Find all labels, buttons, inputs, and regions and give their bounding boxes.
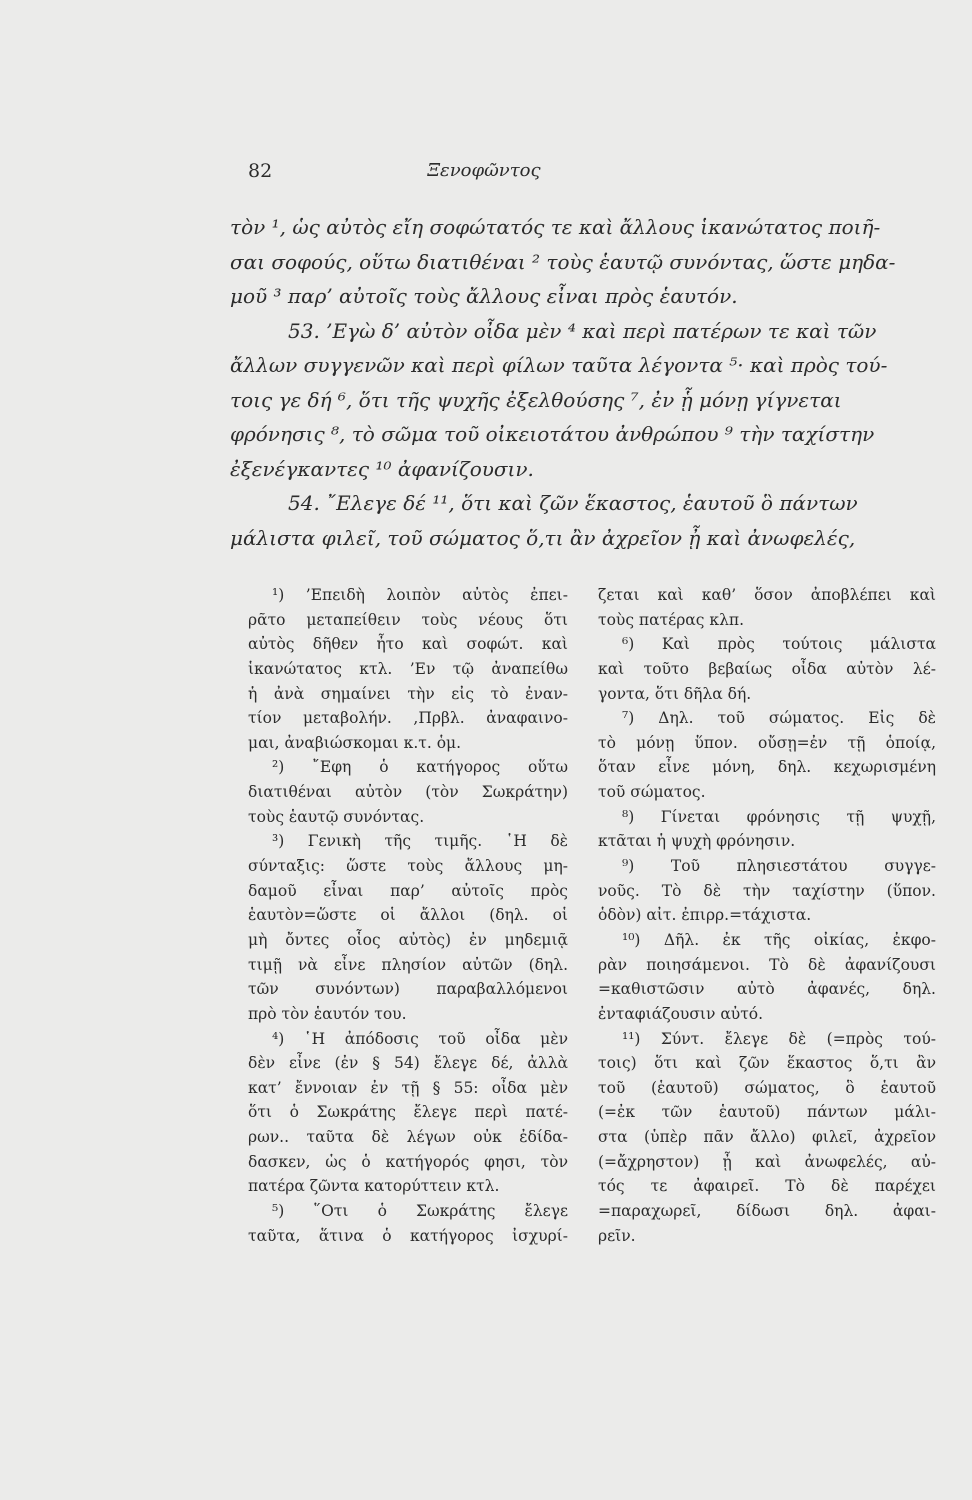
footnote-line: ἡ ἀνὰ σημαίνει τὴν εἰς τὸ ἐναν-	[248, 684, 568, 703]
footnote-line: ¹⁰) Δῆλ. ἐκ τῆς οἰκίας, ἐκφο-	[622, 930, 936, 949]
footnote-line: δὲν εἶνε (ἐν § 54) ἔλεγε δέ, ἀλλὰ	[248, 1054, 568, 1073]
footnotes-right-column	[598, 583, 936, 1248]
footnote-line: μὴ ὄντες οἷος αὐτὸς) ἐν μηδεμιᾷ	[248, 930, 568, 949]
footnote-line: νοῦς. Τὸ δὲ τὴν ταχίστην (ὕπον.	[598, 881, 936, 900]
footnote-line: ρᾶτο μεταπείθειν τοὺς νέους ὅτι	[248, 610, 568, 629]
footnote-line: ὅταν εἶνε μόνη, δηλ. κεχωρισμένη	[598, 758, 936, 777]
footnote-line: ἑαυτὸν=ὥστε οἱ ἄλλοι (δηλ. οἱ	[248, 906, 568, 925]
footnote-line: τὸ μόνῃ ὕπον. οὔσῃ=ἐν τῇ ὁποίᾳ,	[598, 733, 936, 752]
footnote-line: τοῦ σώματος.	[598, 783, 706, 802]
text-line: 54. ῎Ελεγε δέ ¹¹, ὅτι καὶ ζῶν ἕκαστος, ἑαυτοῦ ὃ πάντων	[288, 491, 858, 515]
footnote-line: ⁷) Δηλ. τοῦ σώματος. Εἰς δὲ	[622, 709, 936, 728]
running-title: Ξενοφῶντος	[427, 160, 541, 181]
text-line: ἄλλων συγγενῶν καὶ περὶ φίλων ταῦτα λέγοντα ⁵· καὶ πρὸς τού-	[230, 353, 888, 377]
footnote-line: ⁶) Καὶ πρὸς τούτοις μάλιστα	[622, 635, 936, 654]
footnote-line: μαι, ἀναβιώσκομαι κ.τ. ὁμ.	[248, 733, 462, 752]
text-line: ἐξενέγκαντες ¹⁰ ἀφανίζουσιν.	[230, 456, 534, 481]
footnote-line: τός τε ἀφαιρεῖ. Τὸ δὲ παρέχει	[598, 1177, 936, 1196]
page-header	[248, 160, 720, 184]
footnote-line: ρεῖν.	[598, 1226, 636, 1245]
footnote-line: δαμοῦ εἶναι παρ’ αὐτοῖς πρὸς	[248, 881, 568, 900]
footnote-line: ⁴) ῾Η ἀπόδοσις τοῦ οἶδα μὲν	[272, 1029, 568, 1048]
footnote-line: στα (ὑπὲρ πᾶν ἄλλο) φιλεῖ, ἀχρεῖον	[598, 1128, 936, 1147]
text-line: μάλιστα φιλεῖ, τοῦ σώματος ὅ,τι ἂν ἀχρεῖον ᾖ καὶ ἀνωφελές,	[230, 525, 856, 550]
footnote-line: ζεται καὶ καθ’ ὅσον ἀποβλέπει καὶ	[598, 586, 936, 604]
footnote-line: ¹) ’Επειδὴ λοιπὸν αὐτὸς ἐπει-	[272, 586, 568, 604]
footnote-line: κτᾶται ἡ ψυχὴ φρόνησιν.	[598, 832, 796, 851]
footnote-line: ἐνταφιάζουσιν αὐτό.	[598, 1004, 764, 1023]
footnote-line: καὶ τοῦτο βεβαίως οἶδα αὐτὸν λέ-	[598, 659, 936, 678]
footnote-line: αὐτὸς δῆθεν ἦτο καὶ σοφώτ. καὶ	[248, 635, 568, 654]
footnote-line: τοὺς πατέρας κλπ.	[598, 610, 745, 629]
footnote-line: ²) ῎Εφη ὁ κατήγορος οὕτω	[272, 758, 568, 777]
page-number: 82	[248, 160, 273, 182]
footnote-line: τοις) ὅτι καὶ ζῶν ἕκαστος ὅ,τι ἂν	[598, 1054, 936, 1073]
footnote-line: ⁵) ῞Οτι ὁ Σωκράτης ἔλεγε	[272, 1202, 568, 1221]
footnote-line: δασκεν, ὡς ὁ κατήγορός φησι, τὸν	[248, 1152, 568, 1171]
footnote-line: ⁹) Τοῦ πλησιεστάτου συγγε-	[622, 857, 936, 876]
footnote-line: ρων.. ταῦτα δὲ λέγων οὐκ ἐδίδα-	[248, 1128, 568, 1147]
footnote-line: ὅτι ὁ Σωκράτης ἔλεγε περὶ πατέ-	[248, 1103, 568, 1122]
footnote-line: ¹¹) Σύντ. ἔλεγε δὲ (=πρὸς τού-	[622, 1029, 936, 1048]
footnote-line: τοῦ (ἑαυτοῦ) σώματος, ὃ ἑαυτοῦ	[598, 1078, 936, 1097]
footnote-line: διατιθέναι αὐτὸν (τὸν Σωκράτην)	[248, 783, 568, 802]
text-line: σαι σοφούς, οὕτω διατιθέναι ² τοὺς ἑαυτῷ συνόντας, ὥστε μηδα-	[230, 249, 896, 274]
footnote-line: ἱκανώτατος κτλ. ’Εν τῷ ἀναπείθω	[248, 659, 568, 678]
text-line: μοῦ ³ παρ’ αὐτοῖς τοὺς ἄλλους εἶναι πρὸς ἑαυτόν.	[230, 284, 738, 308]
text-line: τοις γε δή ⁶, ὅτι τῆς ψυχῆς ἐξελθούσης ⁷, ἐν ᾗ μόνῃ γίγνεται	[230, 387, 842, 412]
footnote-line: =καθιστῶσιν αὐτὸ ἀφανές, δηλ.	[598, 980, 936, 999]
footnote-line: ταῦτα, ἅτινα ὁ κατήγορος ἰσχυρί-	[248, 1226, 568, 1245]
footnote-line: τιμῇ νὰ εἶνε πλησίον αὐτῶν (δηλ.	[248, 955, 568, 974]
footnote-line: (=ἄχρηστον) ᾖ καὶ ἀνωφελές, αὐ-	[598, 1152, 936, 1171]
footnote-line: ὁδὸν) αἰτ. ἐπιρρ.=τάχιστα.	[598, 906, 812, 925]
text-line: τὸν ¹, ὡς αὐτὸς εἴη σοφώτατός τε καὶ ἄλλους ἱκανώτατος ποιῆ-	[230, 215, 881, 239]
main-text	[230, 210, 896, 555]
text-line: 53. ’Εγὼ δ’ αὐτὸν οἶδα μὲν ⁴ καὶ περὶ πατέρων τε καὶ τῶν	[288, 318, 877, 343]
footnote-line: γοντα, ὅτι δῆλα δή.	[598, 684, 752, 703]
footnote-line: κατ’ ἔννοιαν ἐν τῇ § 55: οἶδα μὲν	[248, 1078, 568, 1097]
footnotes-left-column	[248, 583, 568, 1248]
footnote-line: =παραχωρεῖ, δίδωσι δηλ. ἀφαι-	[598, 1202, 936, 1221]
footnote-line: πρὸ τὸν ἑαυτόν του.	[248, 1004, 407, 1023]
footnote-line: πατέρα ζῶντα κατορύττειν κτλ.	[248, 1177, 500, 1196]
footnote-line: ³) Γενικὴ τῆς τιμῆς. ῾Η δὲ	[272, 832, 568, 851]
footnote-line: ρὰν ποιησάμενοι. Τὸ δὲ ἀφανίζουσι	[598, 955, 936, 974]
text-line: φρόνησις ⁸, τὸ σῶμα τοῦ οἰκειοτάτου ἀνθρώπου ⁹ τὴν ταχίστην	[230, 422, 875, 446]
footnote-line: (=ἐκ τῶν ἑαυτοῦ) πάντων μάλι-	[598, 1103, 936, 1122]
footnote-line: τῶν συνόντων) παραβαλλόμενοι	[248, 980, 568, 999]
footnote-line: σύνταξις: ὥστε τοὺς ἄλλους μη-	[248, 857, 568, 876]
footnote-line: τίον μεταβολήν. ,Πρβλ. ἀναφαινο-	[248, 709, 568, 728]
footnote-line: ⁸) Γίνεται φρόνησις τῇ ψυχῇ,	[622, 807, 936, 826]
footnote-line: τοὺς ἑαυτῷ συνόντας.	[248, 807, 425, 826]
